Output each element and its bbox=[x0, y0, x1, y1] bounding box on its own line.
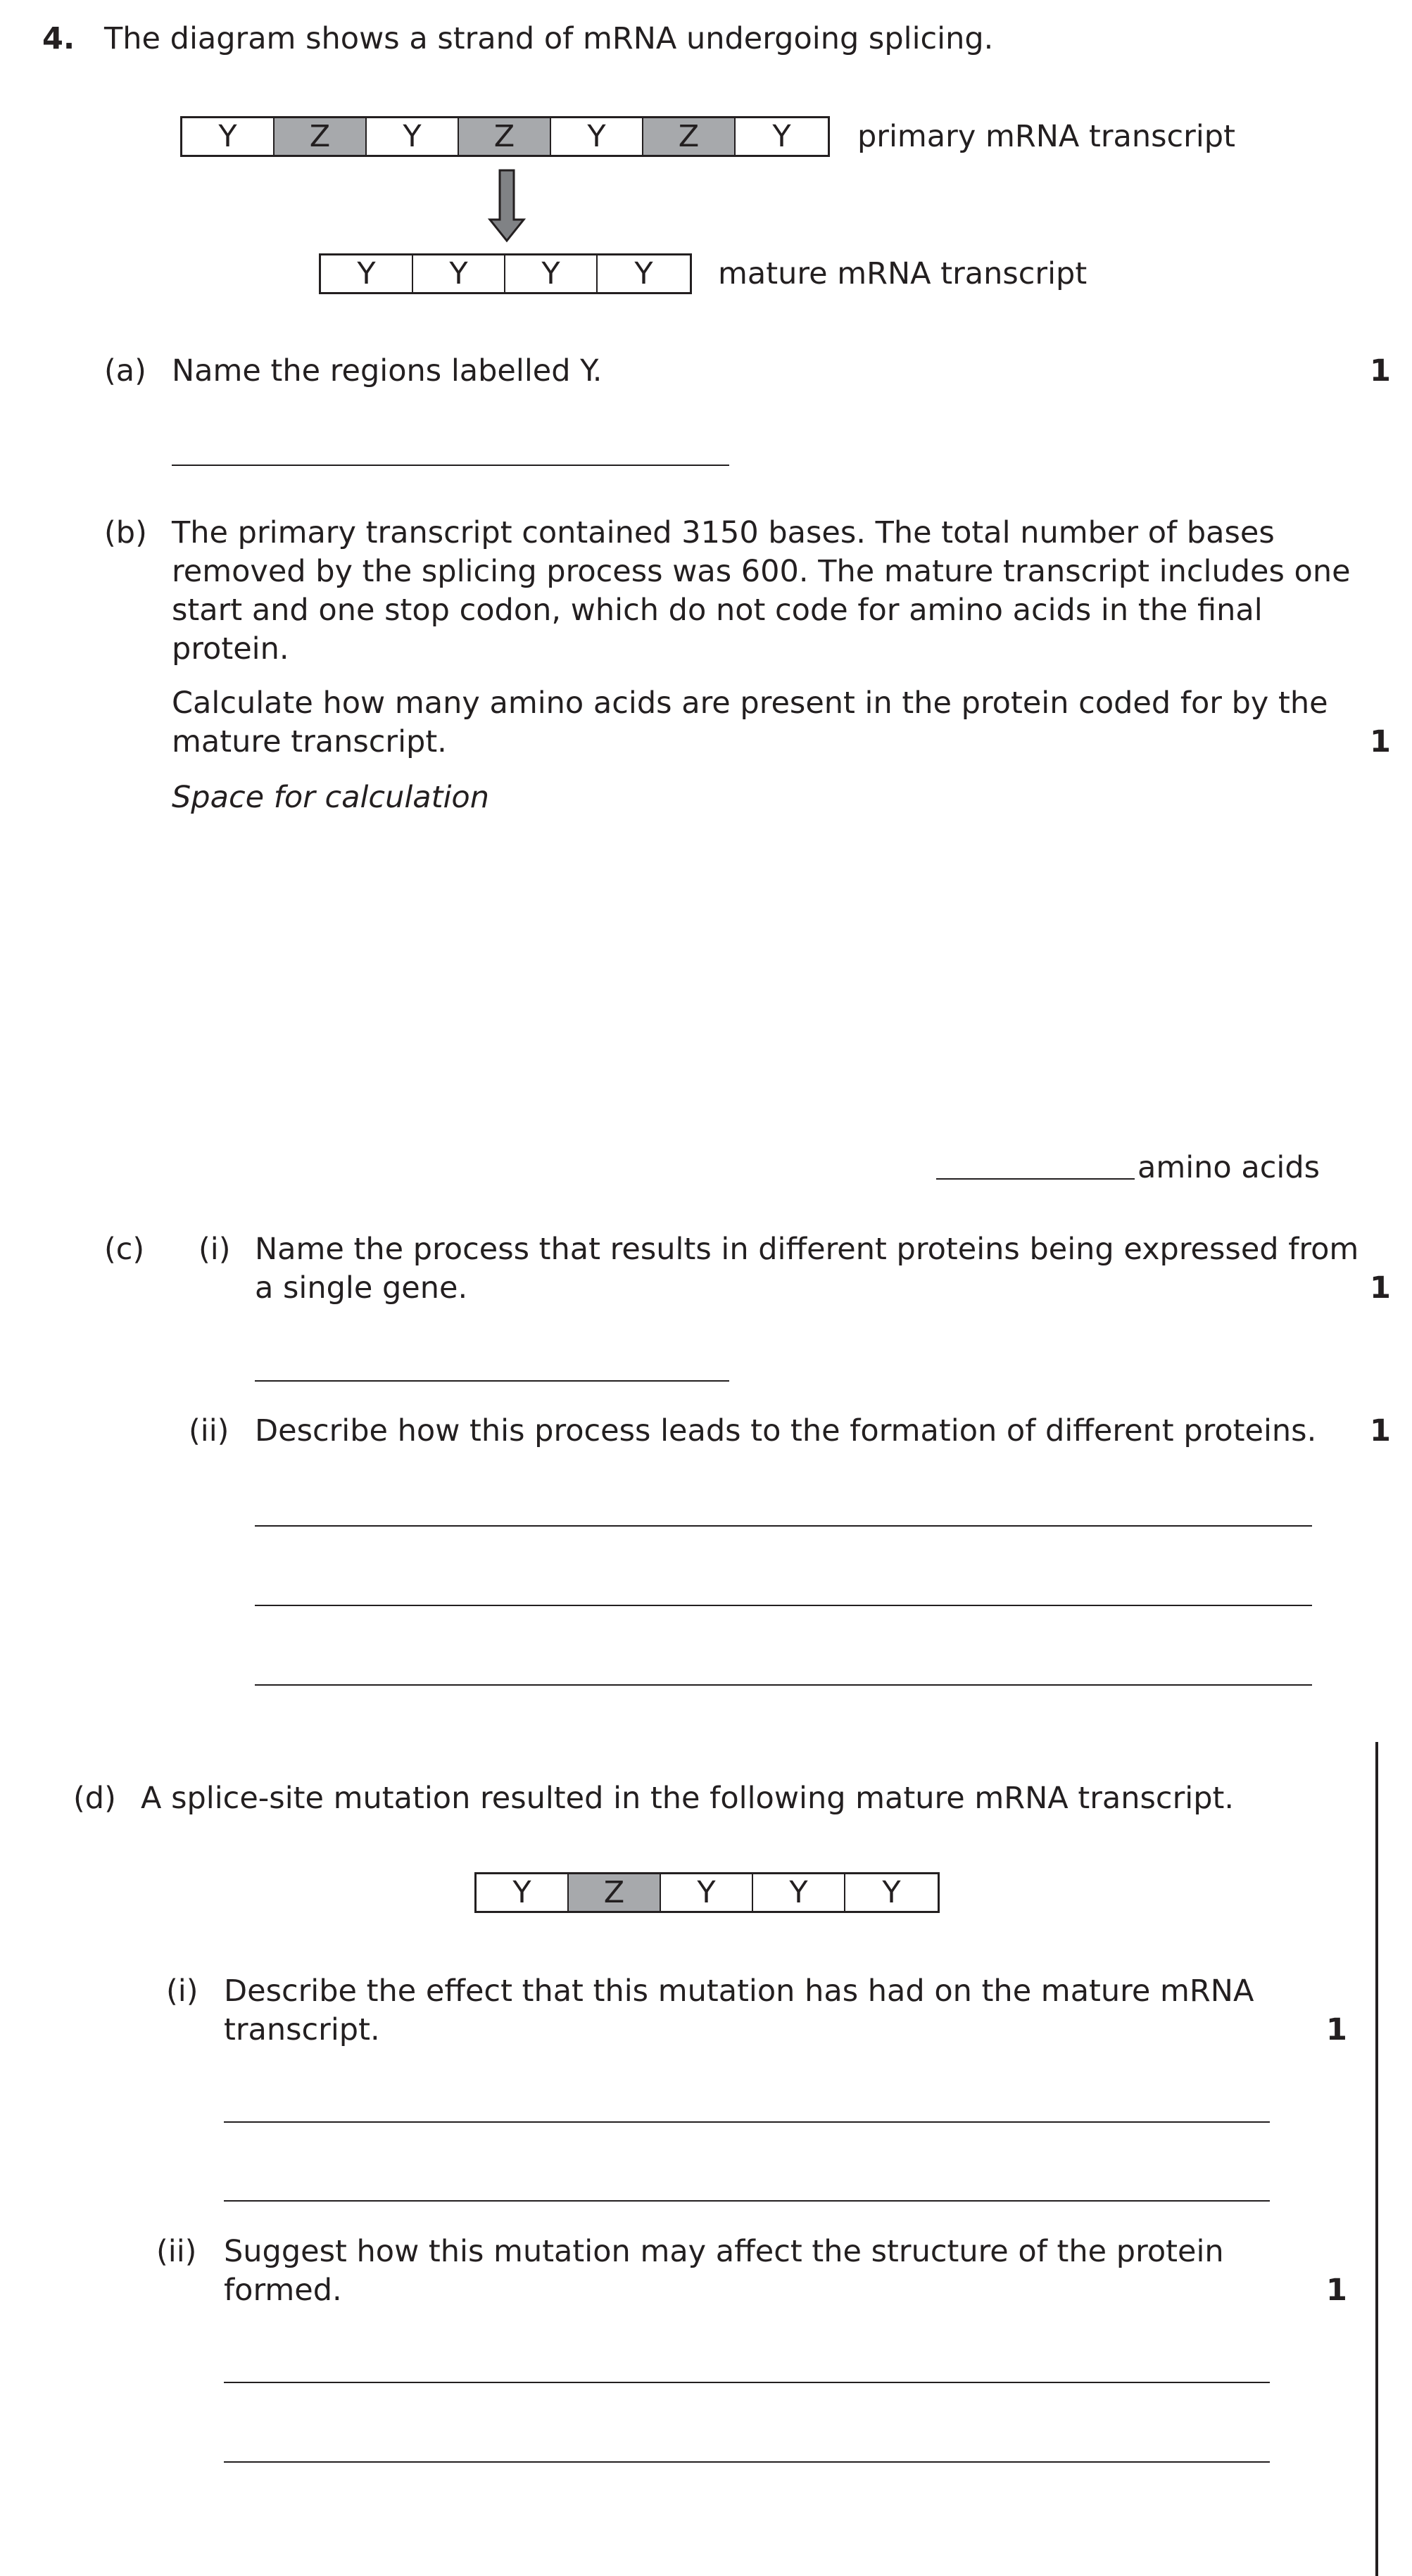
part-b-calculation-area[interactable] bbox=[172, 823, 1312, 1133]
part-d-i-answer-line-1[interactable] bbox=[224, 2121, 1270, 2123]
part-d-i-line-1: Describe the effect that this mutation has had on the mature mRNA bbox=[224, 1974, 1254, 2009]
question-stem: The diagram shows a strand of mRNA undergoing splicing. bbox=[104, 21, 994, 56]
mature-segment-y: Y bbox=[413, 255, 505, 292]
primary-segment-y: Y bbox=[182, 118, 275, 155]
part-c-label: (c) bbox=[104, 1232, 145, 1267]
mature-segment-y: Y bbox=[321, 255, 413, 292]
part-d-i-mark: 1 bbox=[1326, 2012, 1347, 2047]
part-c-ii-mark: 1 bbox=[1370, 1413, 1391, 1448]
part-c-ii-label: (ii) bbox=[189, 1413, 229, 1448]
part-d-i-line-2: transcript. bbox=[224, 2012, 380, 2047]
part-d-ii-mark: 1 bbox=[1326, 2273, 1347, 2308]
part-c-i-answer-line[interactable] bbox=[255, 1380, 729, 1382]
part-b-space-for-calculation: Space for calculation bbox=[172, 780, 489, 815]
primary-segment-z: Z bbox=[643, 118, 736, 155]
question-number: 4. bbox=[42, 21, 75, 56]
part-c-ii-answer-line-3[interactable] bbox=[255, 1684, 1312, 1686]
part-b-text-line-3: start and one stop codon, which do not code for amino acids in the final bbox=[172, 593, 1263, 628]
part-c-i-mark: 1 bbox=[1370, 1270, 1391, 1306]
part-d-ii-line-1: Suggest how this mutation may affect the structure of the protein bbox=[224, 2234, 1224, 2269]
part-d-i-label: (i) bbox=[166, 1974, 198, 2009]
mutant-segment-y: Y bbox=[477, 1874, 569, 1911]
part-b-answer-line[interactable] bbox=[936, 1178, 1135, 1180]
part-b-text-line-2: removed by the splicing process was 600. The mature transcript includes one bbox=[172, 554, 1351, 589]
mutant-segment-y: Y bbox=[753, 1874, 845, 1911]
part-d-i-answer-line-2[interactable] bbox=[224, 2200, 1270, 2202]
mutant-segment-z: Z bbox=[569, 1874, 661, 1911]
primary-segment-z: Z bbox=[459, 118, 551, 155]
part-c-i-line-2: a single gene. bbox=[255, 1270, 468, 1306]
part-a-mark: 1 bbox=[1370, 353, 1391, 389]
margin-rule bbox=[1375, 1742, 1378, 2576]
part-a-answer-line[interactable] bbox=[172, 465, 729, 466]
part-b-answer-unit: amino acids bbox=[1137, 1150, 1320, 1185]
mutant-segment-y: Y bbox=[661, 1874, 753, 1911]
part-d-question: A splice-site mutation resulted in the following mature mRNA transcript. bbox=[141, 1781, 1235, 1816]
part-b-calc-line-2: mature transcript. bbox=[172, 724, 447, 759]
part-c-ii-answer-line-2[interactable] bbox=[255, 1605, 1312, 1606]
mutant-segment-y: Y bbox=[882, 1874, 901, 1910]
part-b-label: (b) bbox=[104, 515, 147, 550]
primary-segment-y: Y bbox=[551, 118, 643, 155]
primary-segment-y: Y bbox=[367, 118, 459, 155]
part-c-ii-answer-line-1[interactable] bbox=[255, 1525, 1312, 1527]
part-d-ii-answer-line-2[interactable] bbox=[224, 2461, 1270, 2463]
part-b-mark: 1 bbox=[1370, 724, 1391, 759]
mature-transcript-strip bbox=[319, 253, 692, 294]
part-b-text-line-1: The primary transcript contained 3150 bases. The total number of bases bbox=[172, 515, 1275, 550]
primary-transcript-strip bbox=[180, 116, 830, 157]
primary-transcript-label: primary mRNA transcript bbox=[857, 119, 1235, 154]
part-a-question: Name the regions labelled Y. bbox=[172, 353, 603, 389]
part-d-ii-answer-line-1[interactable] bbox=[224, 2382, 1270, 2383]
primary-segment-y: Y bbox=[772, 118, 791, 154]
down-arrow-icon bbox=[490, 170, 524, 241]
part-c-i-line-1: Name the process that results in different proteins being expressed from bbox=[255, 1232, 1359, 1267]
mature-transcript-label: mature mRNA transcript bbox=[718, 256, 1088, 291]
part-a-label: (a) bbox=[104, 353, 146, 389]
part-b-text-line-4: protein. bbox=[172, 631, 289, 667]
part-c-i-label: (i) bbox=[198, 1232, 231, 1267]
mutant-transcript-strip bbox=[474, 1872, 940, 1913]
splicing-arrow-icon bbox=[487, 169, 527, 244]
part-d-label: (d) bbox=[73, 1781, 116, 1816]
primary-segment-z: Z bbox=[275, 118, 367, 155]
part-c-ii-question: Describe how this process leads to the formation of different proteins. bbox=[255, 1413, 1317, 1448]
part-d-ii-label: (ii) bbox=[156, 2234, 197, 2269]
mature-segment-y: Y bbox=[634, 255, 653, 291]
part-d-ii-line-2: formed. bbox=[224, 2273, 342, 2308]
mature-segment-y: Y bbox=[505, 255, 598, 292]
part-b-calc-line-1: Calculate how many amino acids are present in the protein coded for by the bbox=[172, 686, 1328, 721]
